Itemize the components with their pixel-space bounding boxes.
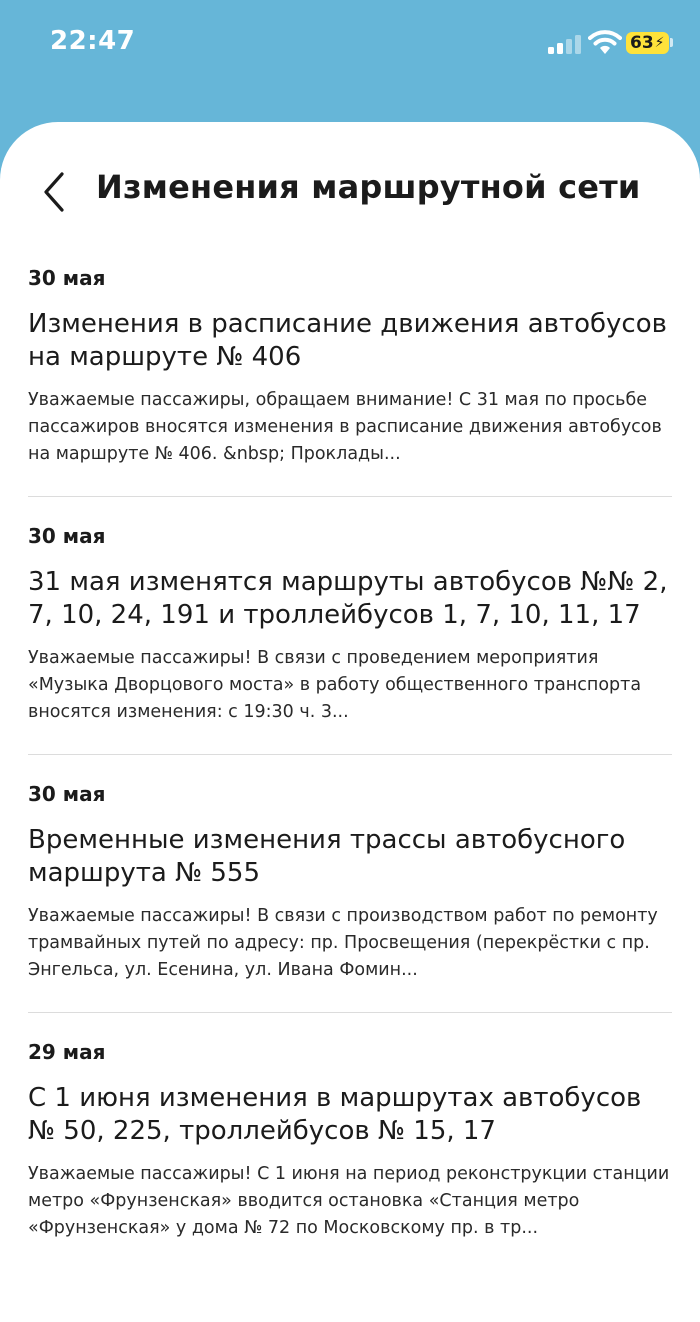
news-title: Временные изменения трассы автобусного маршрута № 555 bbox=[28, 825, 626, 888]
news-date: 29 мая bbox=[28, 1040, 106, 1064]
status-time: 22:47 bbox=[50, 26, 136, 56]
header bbox=[0, 162, 700, 222]
chevron-left-icon bbox=[34, 166, 78, 218]
battery-tip bbox=[670, 38, 673, 47]
news-title: С 1 июня изменения в маршрутах автобусов № 50, 225, троллейбусов № 15, 17 bbox=[28, 1083, 642, 1146]
news-description: Уважаемые пассажиры! В связи с производством работ по ремонту трамвайных путей по адресу: пр. Просвещения (перекрёстки с пр. Энгельса, ул. Есенина, ул. Ивана Фомин... bbox=[28, 906, 658, 980]
status-bar bbox=[0, 0, 700, 90]
news-date: 30 мая bbox=[28, 524, 106, 548]
divider bbox=[28, 754, 672, 755]
wifi-icon bbox=[588, 28, 622, 56]
news-title: Изменения в расписание движения автобусов на маршруте № 406 bbox=[28, 309, 667, 372]
news-list bbox=[28, 260, 672, 1292]
news-description: Уважаемые пассажиры! С 1 июня на период реконструкции станции метро «Фрунзенская» вводится остановка «Станция метро «Фрунзенская» у дома № 72 по Московскому пр. в тр... bbox=[28, 1164, 670, 1238]
news-item[interactable] bbox=[28, 518, 672, 776]
battery-level: 63 bbox=[630, 33, 654, 53]
signal-icon bbox=[548, 34, 584, 54]
news-item[interactable] bbox=[28, 1034, 672, 1292]
charging-bolt-icon: ⚡ bbox=[654, 35, 665, 51]
news-item[interactable] bbox=[28, 776, 672, 1034]
news-date: 30 мая bbox=[28, 782, 106, 806]
news-description: Уважаемые пассажиры! В связи с проведением мероприятия «Музыка Дворцового моста» в работу общественного транспорта вносятся изменения: с 19:30 ч. 3... bbox=[28, 648, 642, 722]
news-title: 31 мая изменятся маршруты автобусов №№ 2, 7, 10, 24, 191 и троллейбусов 1, 7, 10, 11, 17 bbox=[28, 567, 668, 630]
page-title: Изменения маршрутной сети bbox=[96, 168, 641, 206]
battery-icon bbox=[626, 32, 669, 54]
news-date: 30 мая bbox=[28, 266, 106, 290]
news-item[interactable] bbox=[28, 260, 672, 518]
content-sheet bbox=[0, 122, 700, 1322]
divider bbox=[28, 1012, 672, 1013]
divider bbox=[28, 496, 672, 497]
back-button[interactable] bbox=[34, 166, 78, 218]
news-description: Уважаемые пассажиры, обращаем внимание! С 31 мая по просьбе пассажиров вносятся изменения в расписание движения автобусов на маршруте № 406. &nbsp; Проклады... bbox=[28, 390, 662, 464]
